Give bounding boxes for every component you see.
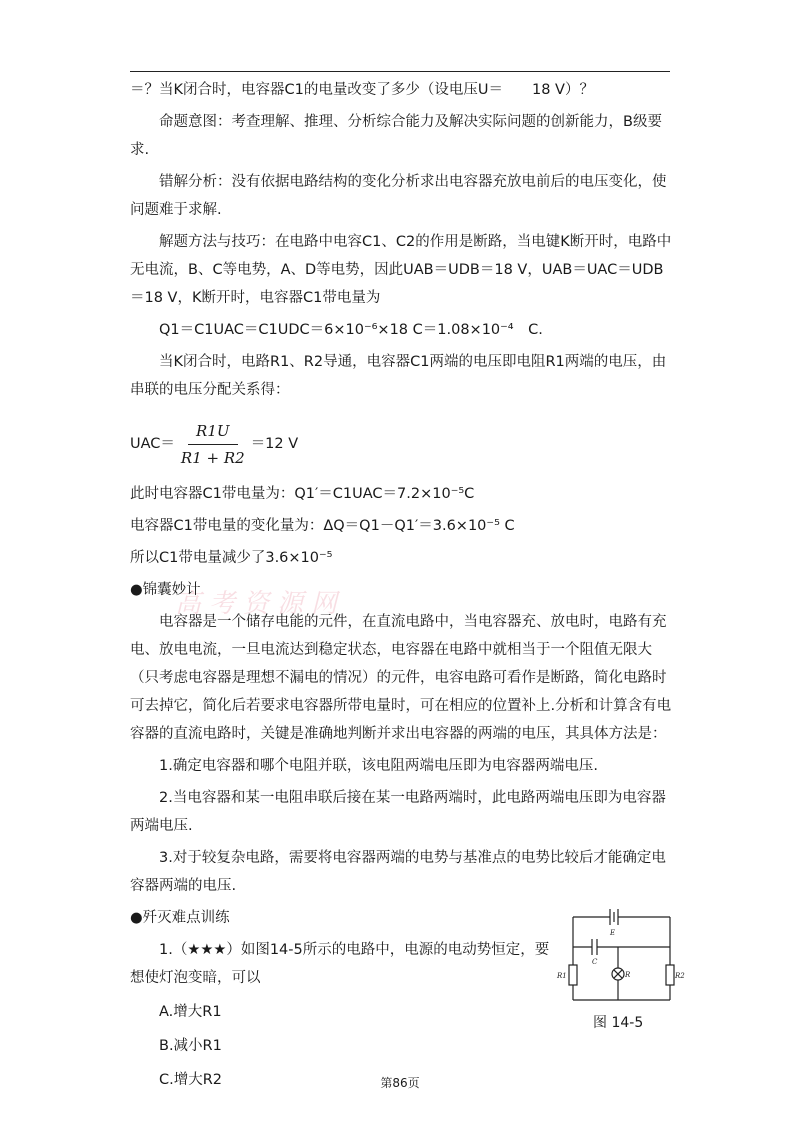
tips-item-2: 2.当电容器和某一电阻串联后接在某一电路两端时，此电路两端电压即为电容器两端电压. [130,790,666,834]
option-c: C.增大R2 [159,1072,223,1088]
training-question: 1.（★★★）如图14-5所示的电路中，电源的电动势恒定，要想使灯泡变暗，可以 [130,942,550,986]
uac-fraction [177,420,249,469]
closed-paragraph: 当K闭合时，电路R1、R2导通，电容器C1两端的电压即电阻R1两端的电压，由串联的电压分配关系得： [130,354,667,398]
lamp-label: R [625,971,631,979]
uac-equation [130,414,675,474]
option-a: A.增大R1 [159,1004,222,1020]
tips-item-3: 3.对于较复杂电路，需要将电容器两端的电势与基准点的电势比较后才能确定电容器两端的电压. [130,850,666,894]
error-paragraph: 错解分析：没有依据电路结构的变化分析求出电容器充放电前后的电压变化，使问题难于求解. [130,174,667,218]
header-rule [130,71,670,72]
source-label: E [610,929,616,937]
watermark: 高考资源网 [175,589,346,619]
intent-paragraph: 命题意图：考查理解、推理、分析综合能力及解决实际问题的创新能力，B级要求. [130,114,662,158]
conclusion: 所以C1带电量减少了3.6×10⁻⁵ [130,550,333,566]
header-line: ＝？当K闭合时，电容器C1的电量改变了多少（设电压U＝ 18 V）？ [130,82,594,98]
charge-delta: 电容器C1带电量的变化量为：ΔQ＝Q1－Q1′＝3.6×10⁻⁵ C [130,518,515,534]
figure-caption: 图 14-5 [593,1015,644,1031]
option-b: B.减小R1 [159,1038,222,1054]
circuit-diagram [555,902,685,1022]
charge-now: 此时电容器C1带电量为：Q1′＝C1UAC＝7.2×10⁻⁵C [130,486,475,502]
uac-numerator: R1U [188,420,237,445]
r2-label: R2 [675,972,685,980]
uac-rhs: ＝12 V [250,436,299,452]
tips-body: 电容器是一个储存电能的元件，在直流电路中，当电容器充、放电时，电路有充电、放电电流，一旦电流达到稳定状态，电容器在电路中就相当于一个阻值无限大（只考虑电容器是理想不漏电的情况）的元件，电容电路可看作是断路，简化电路时可去掉它，简化后若要求电容器所带电量时，可在相应的位置补上.分析和计算含有电容器的直流电路时，关键是准确地判断并求出电容器的两端的电压，其具体方法是： [130,614,672,742]
tips-item-1: 1.确定电容器和哪个电阻并联，该电阻两端电压即为电容器两端电压. [159,758,598,774]
uac-lhs: UAC＝ [130,436,175,452]
q1-formula: Q1＝C1UAC＝C1UDC＝6×10⁻⁶×18 C＝1.08×10⁻⁴ C. [159,322,543,338]
r1-label: R1 [557,972,567,980]
uac-denominator: R1 + R2 [180,448,245,467]
tips-heading: ●锦囊妙计 [130,582,201,598]
method-paragraph: 解题方法与技巧：在电路中电容C1、C2的作用是断路，当电键K断开时，电路中无电流，B、C等电势，A、D等电势，因此UAB＝UDB＝18 V，UAB＝UAC＝UDB＝18 V，K断开时，电容器C1带电量为 [130,234,672,306]
page-number: 第86页 [380,1076,420,1090]
capacitor-label: C [592,958,598,966]
training-heading: ●歼灭难点训练 [130,910,230,926]
